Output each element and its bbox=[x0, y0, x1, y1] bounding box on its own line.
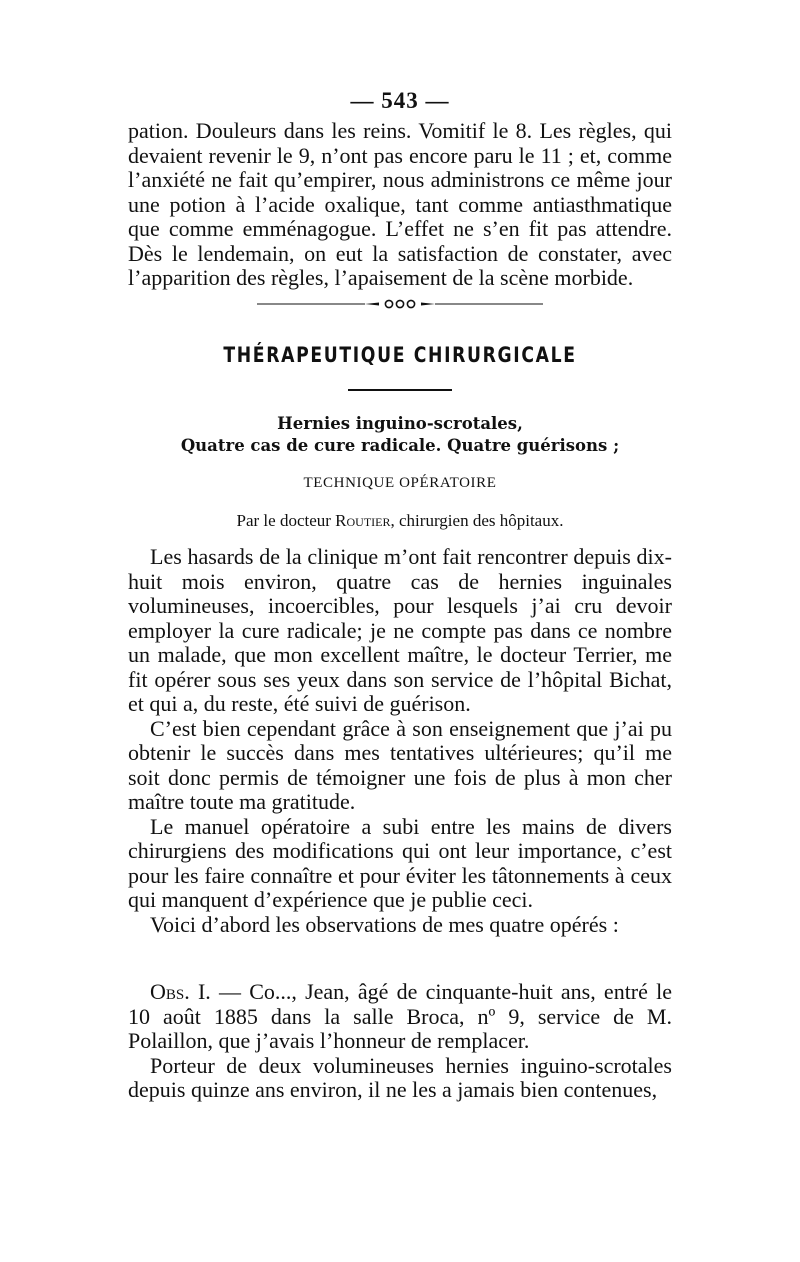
continued-paragraph bbox=[128, 119, 672, 291]
body-paragraph: C’est bien cependant grâce à son enseignement que j’ai pu obtenir le succès dans mes tentatives ultérieures; qu’il me soit donc permis de témoigner une fois de plus à mon cher maître toute ma gratitude. bbox=[128, 715, 672, 814]
article-subtitle-line-1: Hernies inguino-scrotales, bbox=[277, 414, 523, 433]
article-body bbox=[128, 545, 672, 937]
title-rule bbox=[348, 389, 452, 391]
byline-suffix: , chirurgien des hôpitaux. bbox=[390, 511, 564, 530]
observation-paragraph bbox=[128, 980, 672, 1054]
body-paragraph: Voici d’abord les observations de mes quatre opérés : bbox=[150, 911, 619, 937]
section-title: THÉRAPEUTIQUE CHIRURGICALE bbox=[223, 343, 577, 367]
author-byline bbox=[0, 511, 800, 531]
observation-continuation: Porteur de deux volumineuses hernies inguino-scrotales depuis quinze ans environ, il ne les a jamais bien contenues, bbox=[128, 1052, 672, 1102]
page-number: — 543 — bbox=[350, 88, 450, 113]
body-paragraph: Les hasards de la clinique m’ont fait rencontrer depuis dix-huit mois environ, quatre cas de hernies inguinales volumineuses, incoercibles, pour lesquels j’ai cru devoir employer la cure radicale; je ne compte pas dans ce nombre un malade, que mon excellent maître, le docteur Terrier, me fit opérer sous ses yeux dans son service de l’hôpital Bichat, et qui a, du reste, été suivi de guérison. bbox=[128, 544, 672, 716]
technique-heading: TECHNIQUE OPÉRATOIRE bbox=[303, 475, 497, 491]
article-subtitle-line-2: Quatre cas de cure radicale. Quatre guérisons ; bbox=[180, 436, 620, 455]
observation-block bbox=[128, 980, 672, 1103]
byline-prefix: Par le docteur bbox=[236, 511, 336, 530]
observation-label: Obs. I. bbox=[150, 979, 211, 1004]
continued-text: pation. Douleurs dans les reins. Vomitif le 8. Les règles, qui devaient revenir le 9, n’ont pas encore paru le 11 ; et, comme l’anxiété ne fait qu’empirer, nous administrons ce même jour une potion à l’acide oxalique, tant comme antiasthmatique que comme emménagogue. L’effet ne s’en fit pas attendre. Dès le lendemain, on eut la satisfaction de constater, avec l’apparition des règles, l’apaisement de la scène morbide. bbox=[128, 118, 672, 290]
observation-text: — Co..., Jean, âgé de cinquante-huit ans, entré le 10 août 1885 dans la salle Broca, nº 9, service de M. Polaillon, que j’avais l’honneur de remplacer. bbox=[128, 979, 672, 1053]
body-paragraph: Le manuel opératoire a subi entre les mains de divers chirurgiens des modifications qui ont leur importance, c’est pour les faire connaître et pour éviter les tâtonnements à ceux qui manquent d’expérience que je publie ceci. bbox=[128, 813, 672, 912]
author-name: Routier bbox=[335, 511, 391, 530]
ornament-divider bbox=[257, 299, 543, 309]
